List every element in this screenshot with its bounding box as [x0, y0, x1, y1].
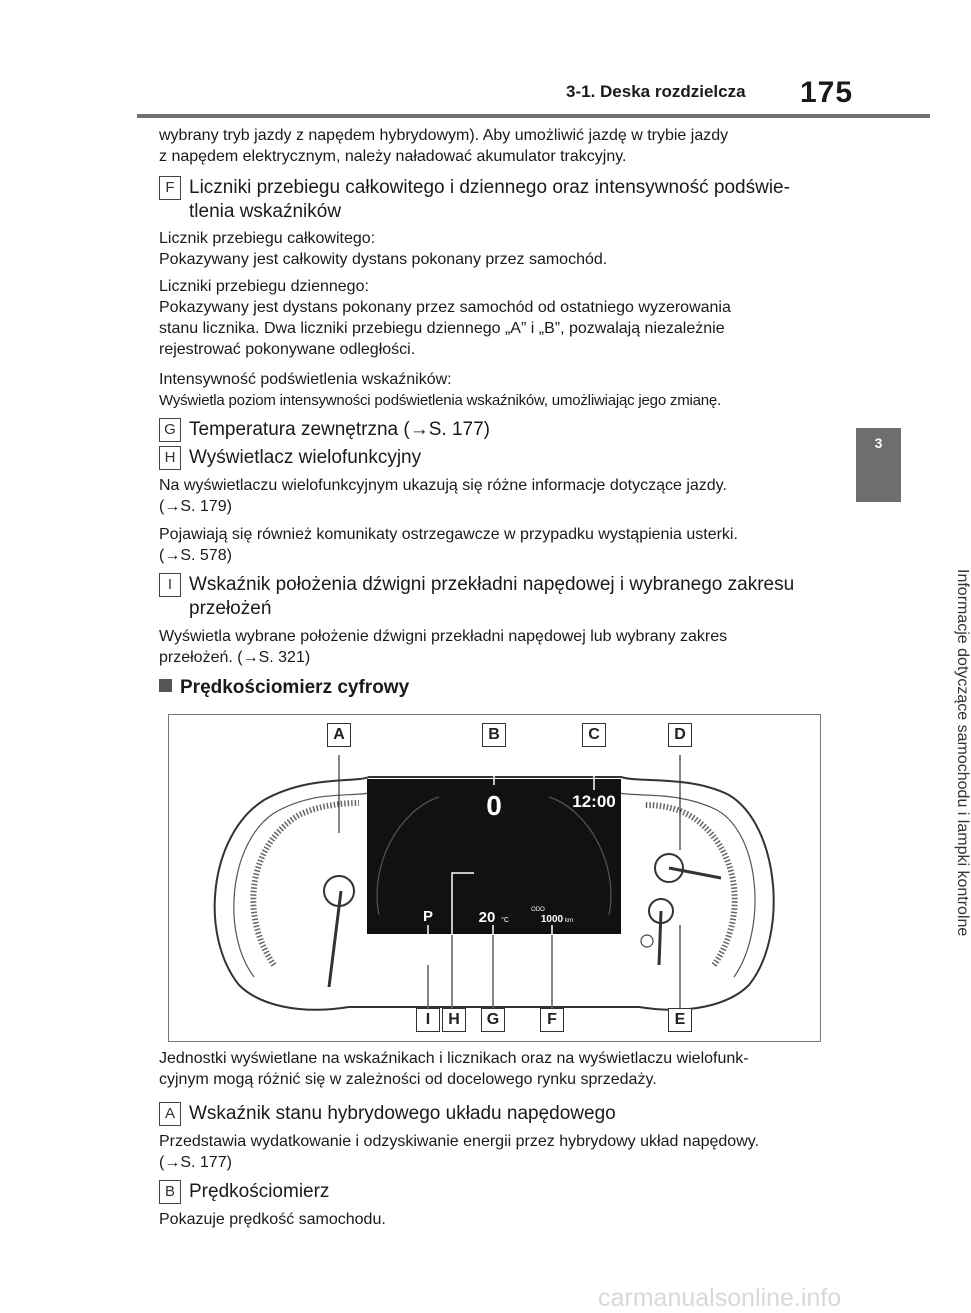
a-p1a: Przedstawia wydatkowanie i odzyskiwanie energii przez hybrydowy układ napędowy. — [159, 1133, 760, 1150]
section-i-title-2: przełożeń — [189, 598, 272, 619]
display-odo-unit: km — [565, 918, 573, 924]
figure-label-g: G — [481, 1008, 505, 1032]
h-p2a: Pojawiają się również komunikaty ostrzegawcze w przypadku wystąpienia usterki. — [159, 526, 738, 543]
chapter-number: 3 — [874, 435, 883, 451]
display-gear: P — [422, 908, 434, 925]
badge-i: I — [159, 573, 181, 597]
subheading-digital-speedometer — [159, 677, 409, 699]
badge-b: B — [159, 1180, 181, 1204]
f-p1a: Licznik przebiegu całkowitego: — [159, 230, 376, 247]
display-clock: 12:00 — [572, 792, 616, 811]
header-rule — [137, 114, 930, 118]
figure-label-d: D — [668, 723, 692, 747]
figure-label-h: H — [442, 1008, 466, 1032]
cluster-illustration — [169, 715, 820, 1041]
figure-label-f: F — [540, 1008, 564, 1032]
section-h-title: Wyświetlacz wielofunkcyjny — [189, 447, 422, 468]
note-line-2: cyjnym mogą różnić się w zależności od docelowego rynku sprzedaży. — [159, 1071, 657, 1088]
badge-a: A — [159, 1102, 181, 1126]
i-p1b: przełożeń. (→S. 321) — [159, 649, 311, 666]
badge-h: H — [159, 446, 181, 470]
subheading-text: Prędkościomierz cyfrowy — [180, 677, 410, 698]
h-p1a: Na wyświetlaczu wielofunkcyjnym ukazują się różne informacje dotyczące jazdy. — [159, 477, 727, 494]
f-p1b: Pokazywany jest całkowity dystans pokonany przez samochód. — [159, 251, 608, 268]
figure-label-i: I — [416, 1008, 440, 1032]
figure-label-a: A — [327, 723, 351, 747]
section-i-title-1: Wskaźnik położenia dźwigni przekładni napędowej i wybranego zakresu — [189, 574, 795, 595]
section-f-title-2: tlenia wskaźników — [189, 201, 342, 222]
chapter-title: Informacje dotyczące samochodu i lampki kontrolne — [954, 569, 971, 937]
figure-label-b: B — [482, 723, 506, 747]
display-speed: 0 — [486, 790, 502, 821]
display-odo: 1000 — [540, 914, 564, 925]
f-p3b: Wyświetla poziom intensywności podświetlenia wskaźników, umożliwiając jego zmianę. — [159, 392, 722, 409]
display-temp: 20 — [478, 909, 496, 926]
figure-label-c: C — [582, 723, 606, 747]
right-gauge-arc — [644, 805, 735, 965]
f-p2d: rejestrować pokonywane odległości. — [159, 341, 416, 358]
section-f-title-1: Liczniki przebiegu całkowitego i dziennego oraz intensywność podświe- — [189, 177, 790, 198]
figure-label-e: E — [668, 1008, 692, 1032]
section-g-title: Temperatura zewnętrzna (→S. 177) — [189, 419, 490, 440]
intro-line-2: z napędem elektrycznym, należy naładować akumulator trakcyjny. — [159, 148, 627, 165]
intro-line-1: wybrany tryb jazdy z napędem hybrydowym). Aby umożliwić jazdę w trybie jazdy — [159, 127, 729, 144]
h-p1b: (→S. 179) — [159, 498, 232, 515]
badge-f: F — [159, 176, 181, 200]
instrument-cluster-figure — [168, 714, 821, 1042]
i-p1a: Wyświetla wybrane położenie dźwigni przekładni napędowej lub wybrany zakres — [159, 628, 728, 645]
f-p2b: Pokazywany jest dystans pokonany przez samochód od ostatniego wyzerowania — [159, 299, 731, 316]
badge-g: G — [159, 418, 181, 442]
section-b-title: Prędkościomierz — [189, 1181, 330, 1202]
display-temp-unit: °C — [501, 917, 509, 924]
watermark: carmanualsonline.info — [598, 1284, 842, 1312]
f-p2a: Liczniki przebiegu dziennego: — [159, 278, 369, 295]
note-line-1: Jednostki wyświetlane na wskaźnikach i licznikach oraz na wyświetlaczu wielofunk- — [159, 1050, 749, 1067]
a-p1b: (→S. 177) — [159, 1154, 232, 1171]
chapter-tab — [856, 428, 901, 502]
f-p3a: Intensywność podświetlenia wskaźników: — [159, 371, 452, 388]
section-a-title: Wskaźnik stanu hybrydowego układu napędowego — [189, 1103, 616, 1124]
page-number: 175 — [800, 76, 854, 109]
h-p2b: (→S. 578) — [159, 547, 232, 564]
b-p1: Pokazuje prędkość samochodu. — [159, 1211, 386, 1228]
header-section-title: 3-1. Deska rozdzielcza — [566, 82, 746, 101]
display-odo-label: ODO — [531, 907, 545, 913]
f-p2c: stanu licznika. Dwa liczniki przebiegu dziennego „A” i „B”, pozwalają niezależnie — [159, 320, 725, 337]
square-bullet-icon — [159, 679, 172, 692]
